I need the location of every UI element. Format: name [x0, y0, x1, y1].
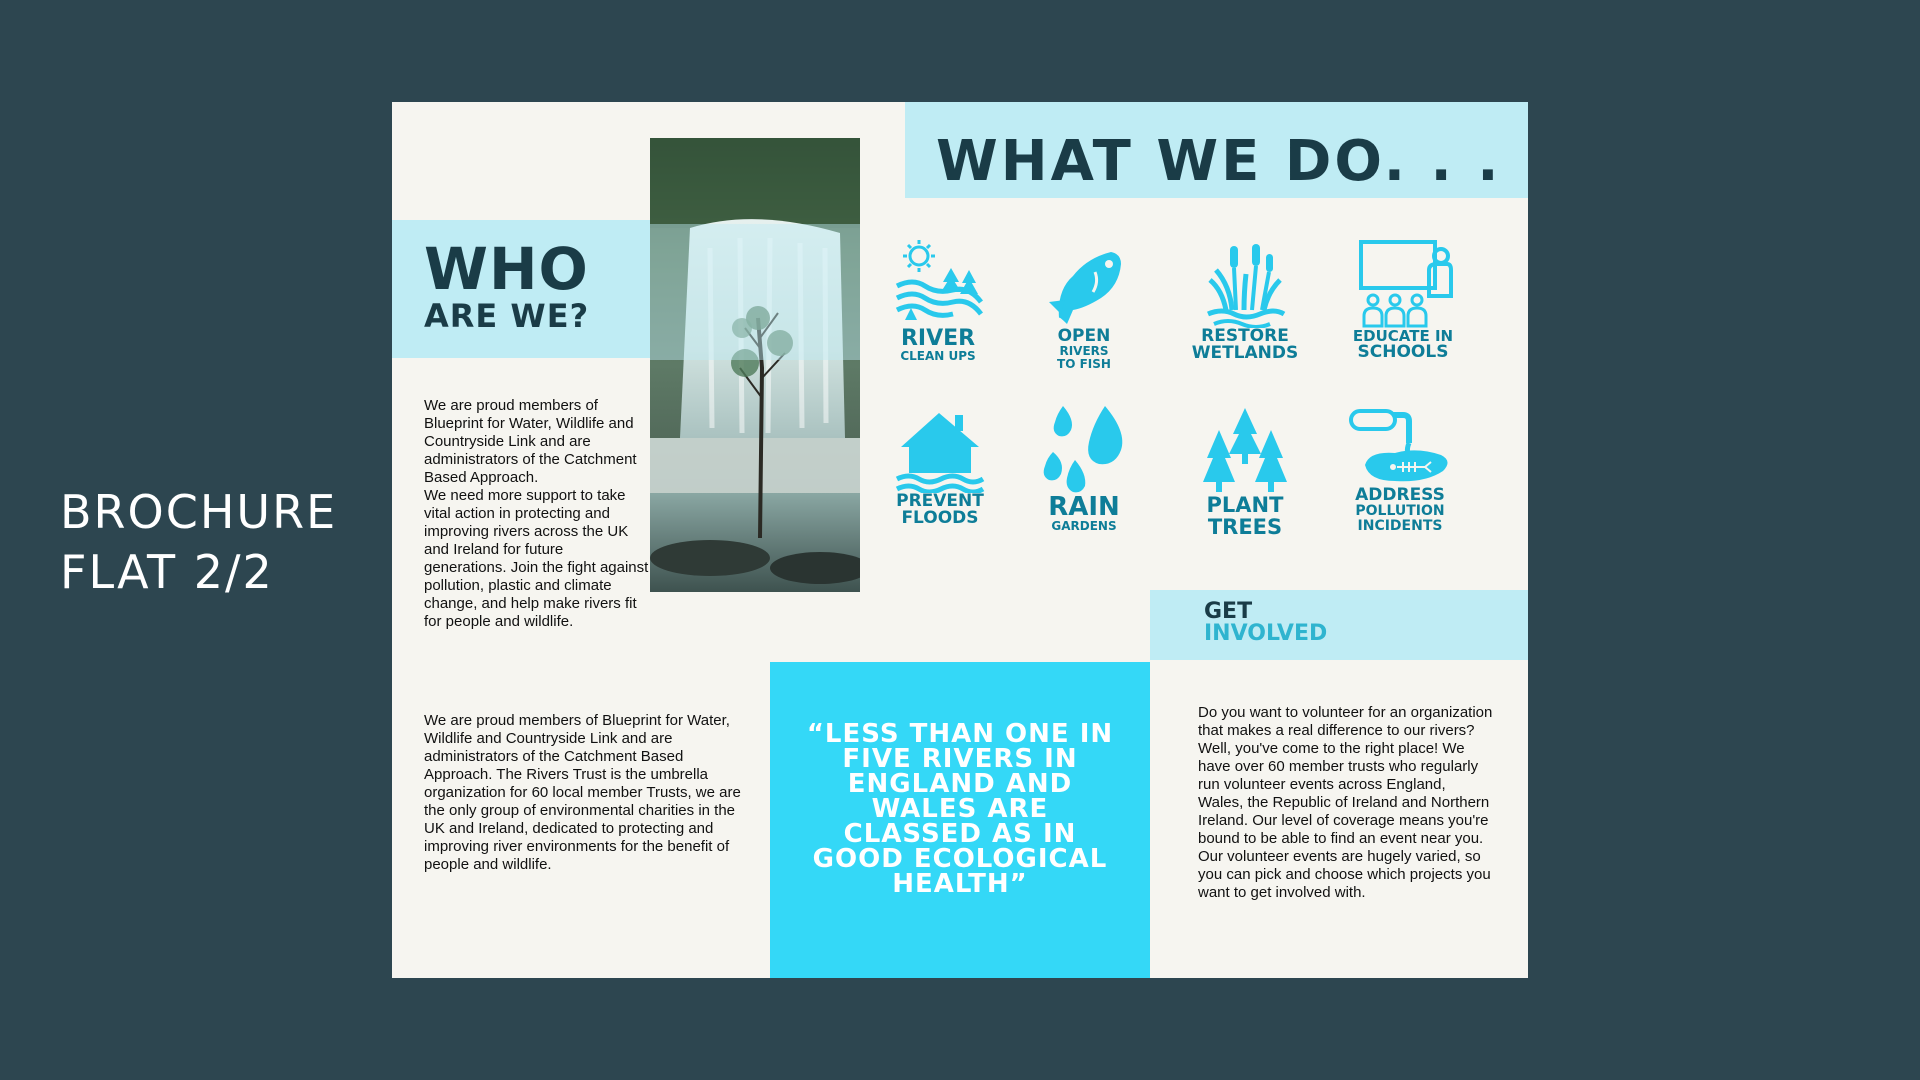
classroom-icon	[1353, 240, 1453, 328]
pollution-pipe-icon	[1345, 407, 1455, 487]
side-title-line2: FLAT 2/2	[60, 545, 274, 599]
icon-label-line2: SCHOOLS	[1357, 342, 1449, 362]
icon-label-line2: FLOODS	[901, 508, 979, 528]
who-paragraph-1: We are proud members of Blueprint for Water, Wildlife and Countryside Link and are administrators of the Catchment Based Approach.	[424, 397, 637, 486]
icon-label-line1: RIVER	[900, 326, 976, 351]
who-title	[424, 235, 590, 335]
icon-label-line1: EDUCATE IN	[1352, 327, 1454, 345]
icon-label-line2: CLEAN UPS	[900, 349, 976, 363]
wetland-reeds-icon	[1200, 240, 1290, 328]
icon-label-line1: OPEN	[1057, 326, 1111, 346]
who-title-line1: WHO	[424, 235, 589, 303]
icon-item-educate-in-schools	[1338, 240, 1468, 361]
get-involved-paragraph-1: Do you want to volunteer for an organization that makes a real difference to our rivers? Well, you've come to the right place! We have over 60 member trusts who regularly run volunteer events across England, Wales, the Republic of Ireland and Northern Ireland. Our level of coverage means you're bound to be able to find an event near you.	[1198, 704, 1493, 847]
icon-label-line3: INCIDENTS	[1357, 518, 1443, 534]
icon-label-line2: TREES	[1207, 515, 1283, 539]
icon-label-line3: TO FISH	[1057, 357, 1111, 371]
side-title	[60, 482, 337, 602]
flooded-house-icon	[895, 407, 985, 493]
icon-label-line1: PLANT	[1206, 493, 1284, 517]
icon-item-open-rivers	[1019, 240, 1149, 371]
what-title: WHAT WE DO. . .	[936, 129, 1502, 194]
river-cleanup-icon	[893, 240, 983, 328]
about-paragraph: We are proud members of Blueprint for Water, Wildlife and Countryside Link and are administrators of the Catchment Based Approach. The Rivers Trust is the umbrella organization for 60 local member Trusts, we are the only group of environmental charities in the UK and Ireland, dedicated to protecting and improving river environments for the benefit of people and wildlife.	[424, 712, 741, 873]
side-title-line1: BROCHURE	[60, 485, 338, 539]
get-involved-paragraph	[1198, 704, 1493, 902]
brochure-flat	[392, 102, 1528, 978]
icon-label-line2: GARDENS	[1051, 519, 1117, 533]
icon-item-rain-gardens	[1019, 404, 1149, 533]
get-involved-title	[1204, 601, 1327, 645]
icon-label-line1: ADDRESS	[1355, 485, 1445, 505]
fish-icon	[1039, 240, 1129, 328]
icon-label-line1: PREVENT	[896, 491, 984, 511]
icon-item-river-clean-ups	[873, 240, 1003, 363]
icon-item-address-pollution	[1335, 407, 1465, 534]
icon-label-line1: RESTORE	[1201, 326, 1289, 346]
quote-text: “LESS THAN ONE IN FIVE RIVERS IN ENGLAND AND WALES ARE CLASSED AS IN GOOD ECOLOGICAL HEALTH”	[806, 719, 1114, 899]
who-paragraph	[424, 397, 649, 631]
icon-label-line2: WETLANDS	[1191, 343, 1299, 363]
icon-item-prevent-floods	[875, 407, 1005, 527]
get-involved-paragraph-2: Our volunteer events are hugely varied, so you can pick and choose which projects you want to get involved with.	[1198, 848, 1491, 901]
trees-icon	[1195, 404, 1295, 494]
rain-drops-icon	[1039, 404, 1129, 494]
get-involved-title-line1: GET	[1204, 599, 1253, 624]
icon-label-line1: RAIN	[1048, 492, 1120, 522]
icon-item-plant-trees	[1180, 404, 1310, 538]
icon-label-line2: POLLUTION	[1355, 503, 1445, 519]
icon-label-line2: RIVERS	[1059, 344, 1109, 358]
waterfall-photo	[650, 138, 860, 592]
who-paragraph-2: We need more support to take vital action in protecting and improving rivers across the UK and Ireland for future generations. Join the fight against pollution, plastic and climate change, and help make rivers fit for people and wildlife.	[424, 487, 649, 630]
get-involved-title-line2: INVOLVED	[1204, 621, 1328, 646]
who-title-line2: ARE WE?	[424, 297, 590, 335]
icon-item-restore-wetlands	[1180, 240, 1310, 362]
